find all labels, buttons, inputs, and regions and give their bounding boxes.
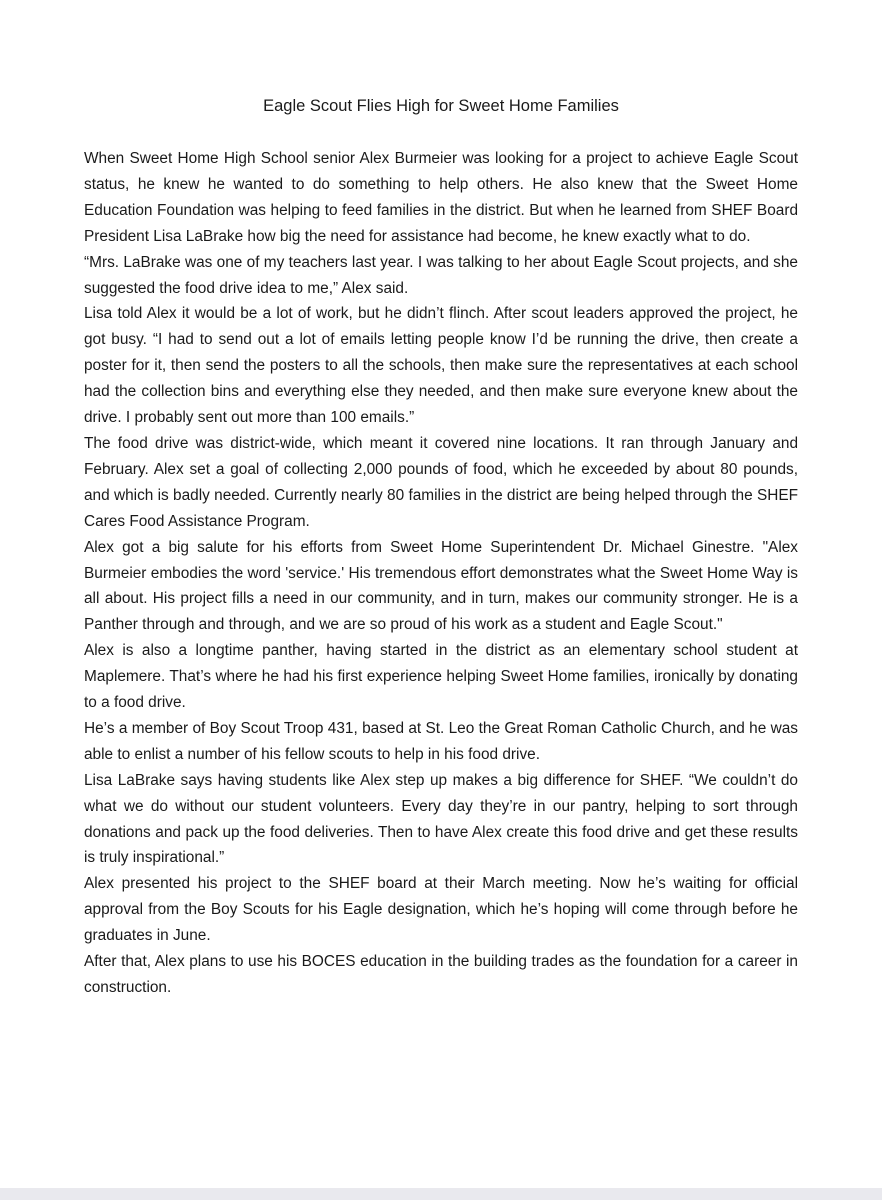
paragraph-2: “Mrs. LaBrake was one of my teachers last year. I was talking to her about Eagle Scout projects, and she suggested the food drive idea to me,” Alex said. bbox=[84, 253, 798, 297]
article-title: Eagle Scout Flies High for Sweet Home Families bbox=[263, 97, 619, 115]
paragraph-9: Alex presented his project to the SHEF board at their March meeting. Now he’s waiting for official approval from the Boy Scouts for his Eagle designation, which he’s hoping will come through before he graduates in June. bbox=[84, 875, 798, 945]
paragraph-4: The food drive was district-wide, which meant it covered nine locations. It ran through January and February. Alex set a goal of collecting 2,000 pounds of food, which he exceeded by about 80 pounds, and which is badly needed. Currently nearly 80 families in the district are being helped through the SHEF Cares Food Assistance Program. bbox=[84, 434, 798, 530]
bottom-edge-strip bbox=[0, 1188, 882, 1200]
paragraph-1: When Sweet Home High School senior Alex Burmeier was looking for a project to achieve Eagle Scout status, he knew he wanted to do something to help others. He also knew that the Sweet Home Education Foundation was helping to feed families in the district. But when he learned from SHEF Board President Lisa LaBrake how big the need for assistance had become, he knew exactly what to do. bbox=[84, 150, 798, 245]
paragraph-3: Lisa told Alex it would be a lot of work, but he didn’t flinch. After scout leaders approved the project, he got busy. “I had to send out a lot of emails letting people know I’d be running the drive, then create a poster for it, then send the posters to all the schools, then make sure the representatives at each school had the collection bins and everything else they needed, and then make sure everyone knew about the drive. I probably sent out more than 100 emails.” bbox=[84, 305, 798, 427]
paragraph-6: Alex is also a longtime panther, having started in the district as an elementary school student at Maplemere. That’s where he had his first experience helping Sweet Home families, ironically by donating to a food drive. bbox=[84, 642, 798, 712]
paragraph-8: Lisa LaBrake says having students like Alex step up makes a big difference for SHEF. “We couldn’t do what we do without our student volunteers. Every day they’re in our pantry, helping to sort through donations and pack up the food deliveries. Then to have Alex create this food drive and get these results is truly inspirational.” bbox=[84, 771, 798, 867]
paragraph-10: After that, Alex plans to use his BOCES education in the building trades as the foundation for a career in construction. bbox=[84, 953, 798, 996]
article-body bbox=[84, 146, 798, 1001]
paragraph-7: He’s a member of Boy Scout Troop 431, based at St. Leo the Great Roman Catholic Church, and he was able to enlist a number of his fellow scouts to help in his food drive. bbox=[84, 719, 798, 763]
paragraph-5: Alex got a big salute for his efforts from Sweet Home Superintendent Dr. Michael Ginestre. "Alex Burmeier embodies the word 'service.' His tremendous effort demonstrates what the Sweet Home Way is all about. His project fills a need in our community, and in turn, makes our community stronger. He is a Panther through and through, and we are so proud of his work as a student and Eagle Scout." bbox=[84, 538, 798, 634]
